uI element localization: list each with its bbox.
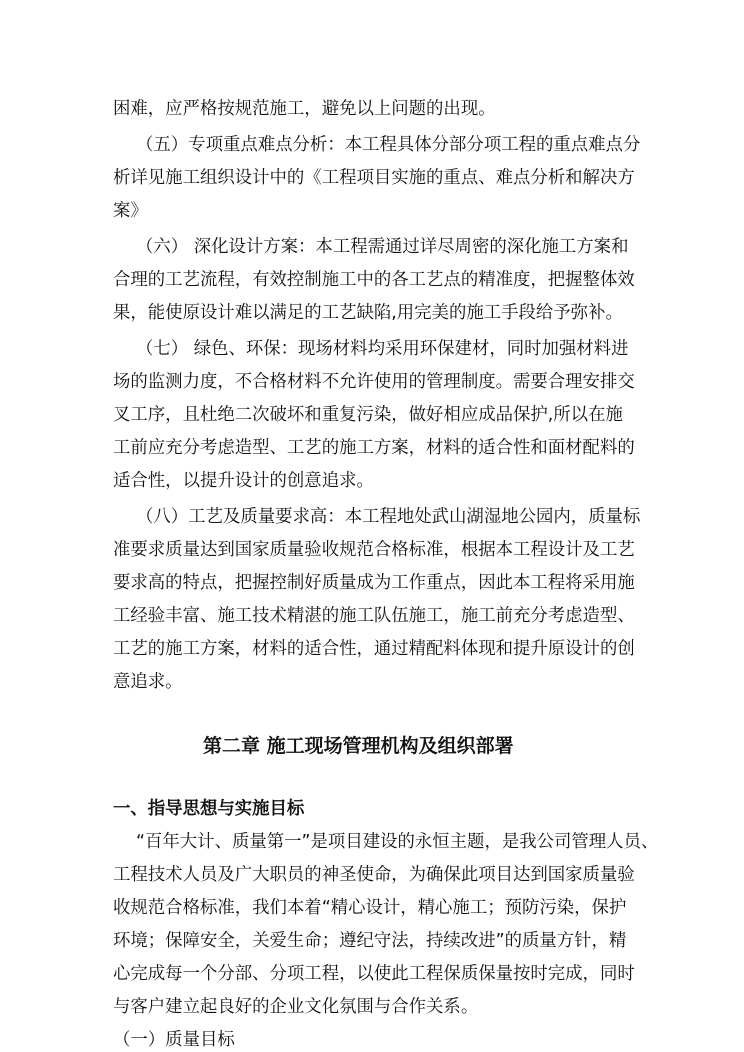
- text-line: 要求高的特点，把握控制好质量成为工作重点，因此本工程将采用施: [113, 573, 635, 593]
- chapter-title: 第二章 施工现场管理机构及组织部署: [203, 735, 514, 757]
- text-line: 合理的工艺流程，有效控制施工中的各工艺点的精准度，把握整体效: [113, 270, 635, 290]
- text-line: （七） 绿色、环保：现场材料均采用环保建材，同时加强材料进: [136, 339, 629, 359]
- text-line: （五）专项重点难点分析：本工程具体分部分项工程的重点难点分: [136, 135, 641, 155]
- text-line: 工艺的施工方案，材料的适合性，通过精配料体现和提升原设计的创: [113, 639, 635, 659]
- text-line: 场的监测力度，不合格材料不允许使用的管理制度。需要合理安排交: [113, 372, 635, 392]
- text-line: （八）工艺及质量要求高：本工程地处武山湖湿地公园内，质量标: [136, 507, 641, 527]
- text-line: 工经验丰富、施工技术精湛的施工队伍施工，施工前充分考虑造型、: [113, 606, 635, 626]
- text-line: 工程技术人员及广大职员的神圣使命，为确保此项目达到国家质量验: [113, 865, 635, 885]
- text-line: 果，能使原设计难以满足的工艺缺陷,用完美的施工手段给予弥补。: [113, 303, 623, 323]
- text-line: 准要求质量达到国家质量验收规范合格标准，根据本工程设计及工艺: [113, 540, 635, 560]
- text-line: 与客户建立起良好的企业文化氛围与合作关系。: [113, 997, 479, 1017]
- text-line: 收规范合格标准，我们本着“精心设计，精心施工；预防污染，保护: [113, 898, 627, 918]
- text-line: 析详见施工组织设计中的《工程项目实施的重点、难点分析和解决方: [113, 168, 635, 188]
- section-title: 一、指导思想与实施目标: [113, 799, 305, 819]
- subsection-title: （一）质量目标: [113, 1030, 235, 1050]
- text-line: 叉工序，且杜绝二次破坏和重复污染，做好相应成品保护,所以在施: [113, 405, 623, 425]
- text-line: 环境；保障安全，关爱生命；遵纪守法，持续改进”的质量方针，精: [113, 931, 627, 951]
- text-line: （六） 深化设计方案：本工程需通过详尽周密的深化施工方案和: [136, 237, 629, 257]
- text-line: 案》: [113, 201, 148, 221]
- text-line: 困难，应严格按规范施工，避免以上问题的出现。: [113, 99, 496, 119]
- text-line: 适合性，以提升设计的创意追求。: [113, 471, 374, 491]
- text-line: 工前应充分考虑造型、工艺的施工方案，材料的适合性和面材配料的: [113, 438, 635, 458]
- text-line: “百年大计、质量第一”是项目建设的永恒主题，是我公司管理人员、: [136, 832, 659, 852]
- text-line: 意追求。: [113, 672, 183, 692]
- text-line: 心完成每一个分部、分项工程，以使此工程保质保量按时完成，同时: [113, 964, 635, 984]
